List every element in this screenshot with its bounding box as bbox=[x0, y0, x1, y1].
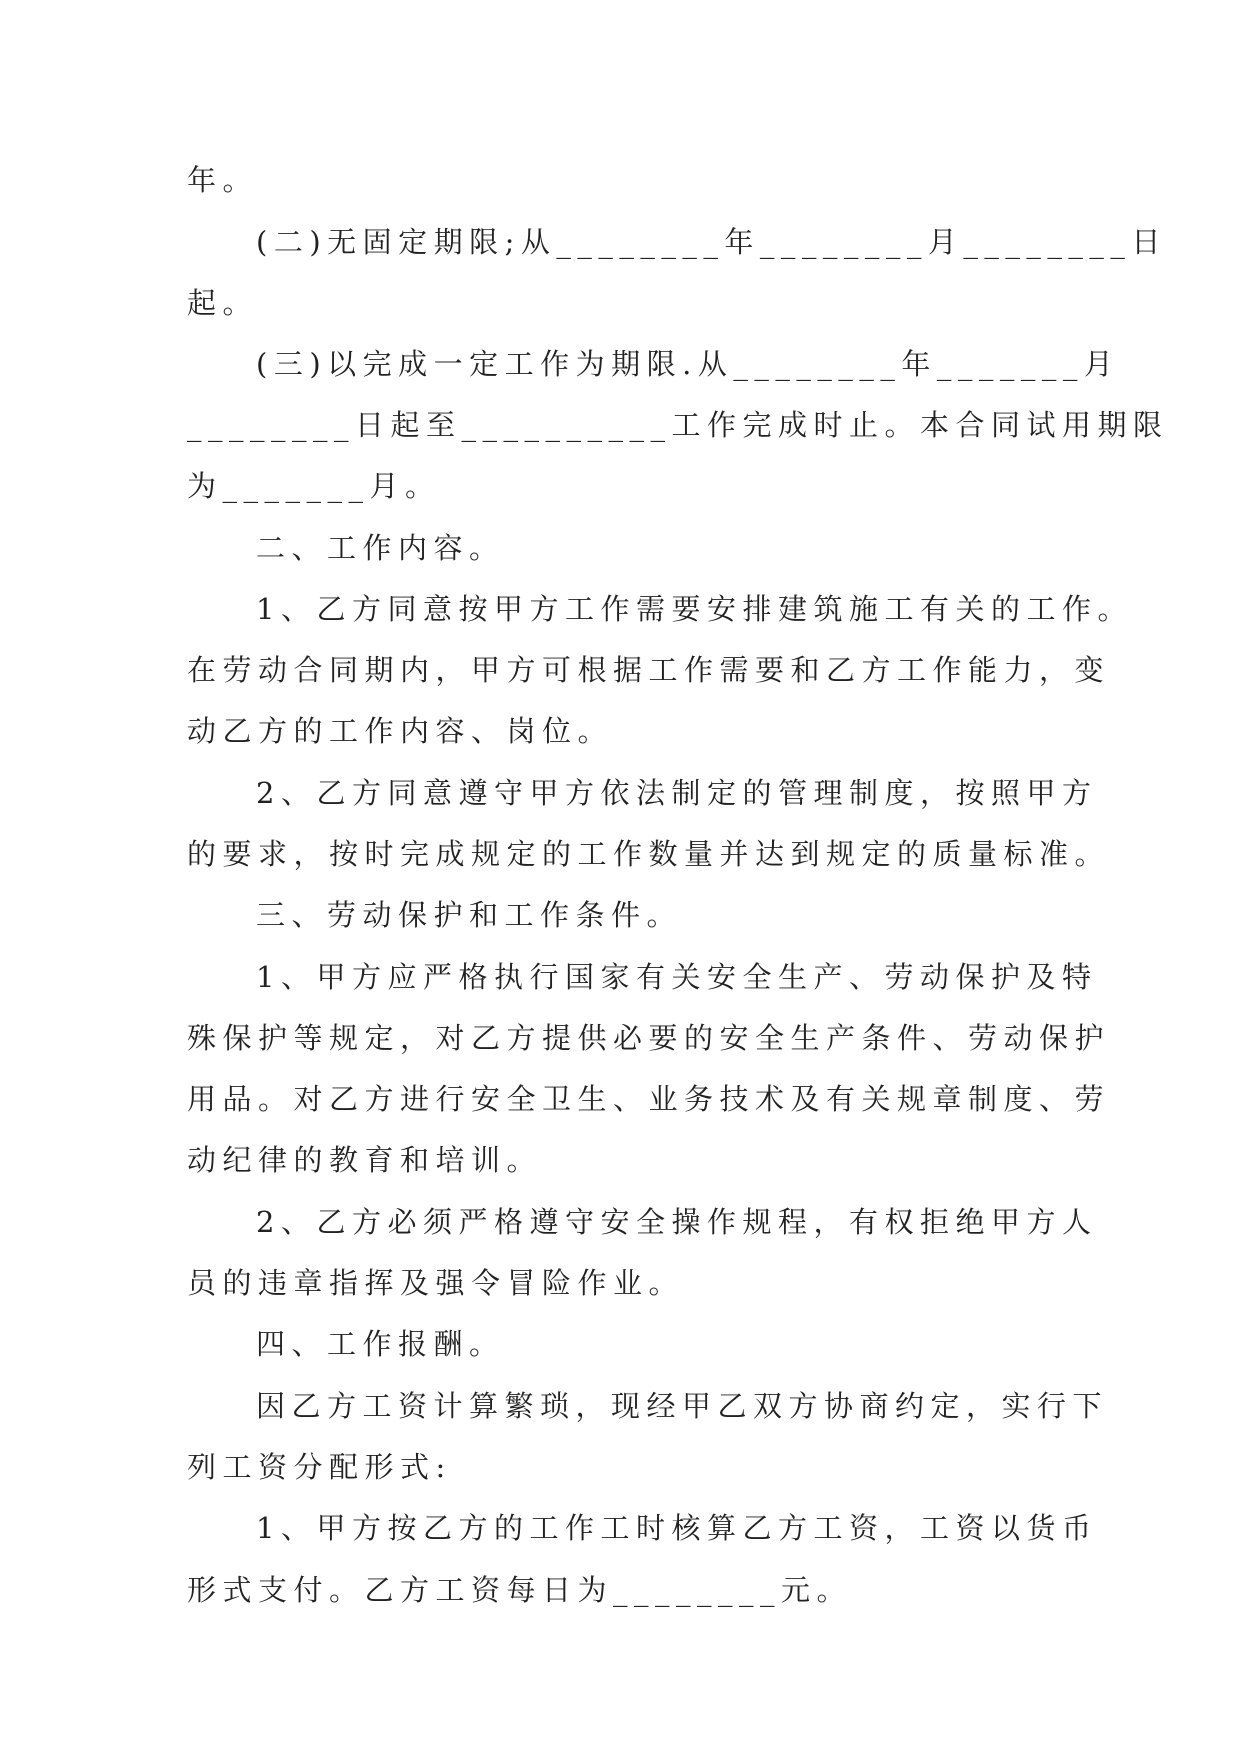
clause-3-term: (三)以完成一定工作为期限.从________年_______月 bbox=[256, 347, 1120, 381]
section-heading: 三、劳动保护和工作条件。 bbox=[256, 898, 683, 932]
paragraph-start: 2、乙方必须严格遵守安全操作规程，有权拒绝甲方人 bbox=[256, 1205, 1098, 1239]
paragraph-start: 1、甲方应严格执行国家有关安全生产、劳动保护及特 bbox=[256, 960, 1098, 994]
text-line: 员的违章指挥及强令冒险作业。 bbox=[187, 1266, 685, 1300]
text-line: 动乙方的工作内容、岗位。 bbox=[187, 714, 614, 748]
clause-2-term: (二)无固定期限;从________年________月________日 bbox=[256, 225, 1167, 259]
text-line: 的要求，按时完成规定的工作数量并达到规定的质量标准。 bbox=[187, 837, 1111, 871]
text-line: 用品。对乙方进行安全卫生、业务技术及有关规章制度、劳 bbox=[187, 1082, 1111, 1116]
paragraph-start: 1、乙方同意按甲方工作需要安排建筑施工有关的工作。 bbox=[256, 592, 1133, 626]
paragraph-start: 因乙方工资计算繁琐，现经甲乙双方协商约定，实行下 bbox=[256, 1389, 1109, 1423]
text-line: 为_______月。 bbox=[187, 469, 441, 503]
text-line: 年。 bbox=[187, 163, 259, 197]
text-line: 列工资分配形式: bbox=[187, 1450, 452, 1484]
text-line: 动纪律的教育和培训。 bbox=[187, 1143, 543, 1177]
text-line: ________日起至__________工作完成时止。本合同试用期限 bbox=[187, 408, 1169, 442]
text-line: 形式支付。乙方工资每日为________元。 bbox=[187, 1573, 853, 1607]
text-line: 起。 bbox=[187, 286, 259, 320]
text-line: 殊保护等规定，对乙方提供必要的安全生产条件、劳动保护 bbox=[187, 1021, 1111, 1055]
section-heading: 二、工作内容。 bbox=[256, 531, 505, 565]
paragraph-start: 2、乙方同意遵守甲方依法制定的管理制度，按照甲方 bbox=[256, 776, 1098, 810]
section-heading: 四、工作报酬。 bbox=[256, 1327, 505, 1361]
text-line: 在劳动合同期内，甲方可根据工作需要和乙方工作能力，变 bbox=[187, 653, 1111, 687]
paragraph-start: 1、甲方按乙方的工作工时核算乙方工资，工资以货币 bbox=[256, 1511, 1098, 1545]
